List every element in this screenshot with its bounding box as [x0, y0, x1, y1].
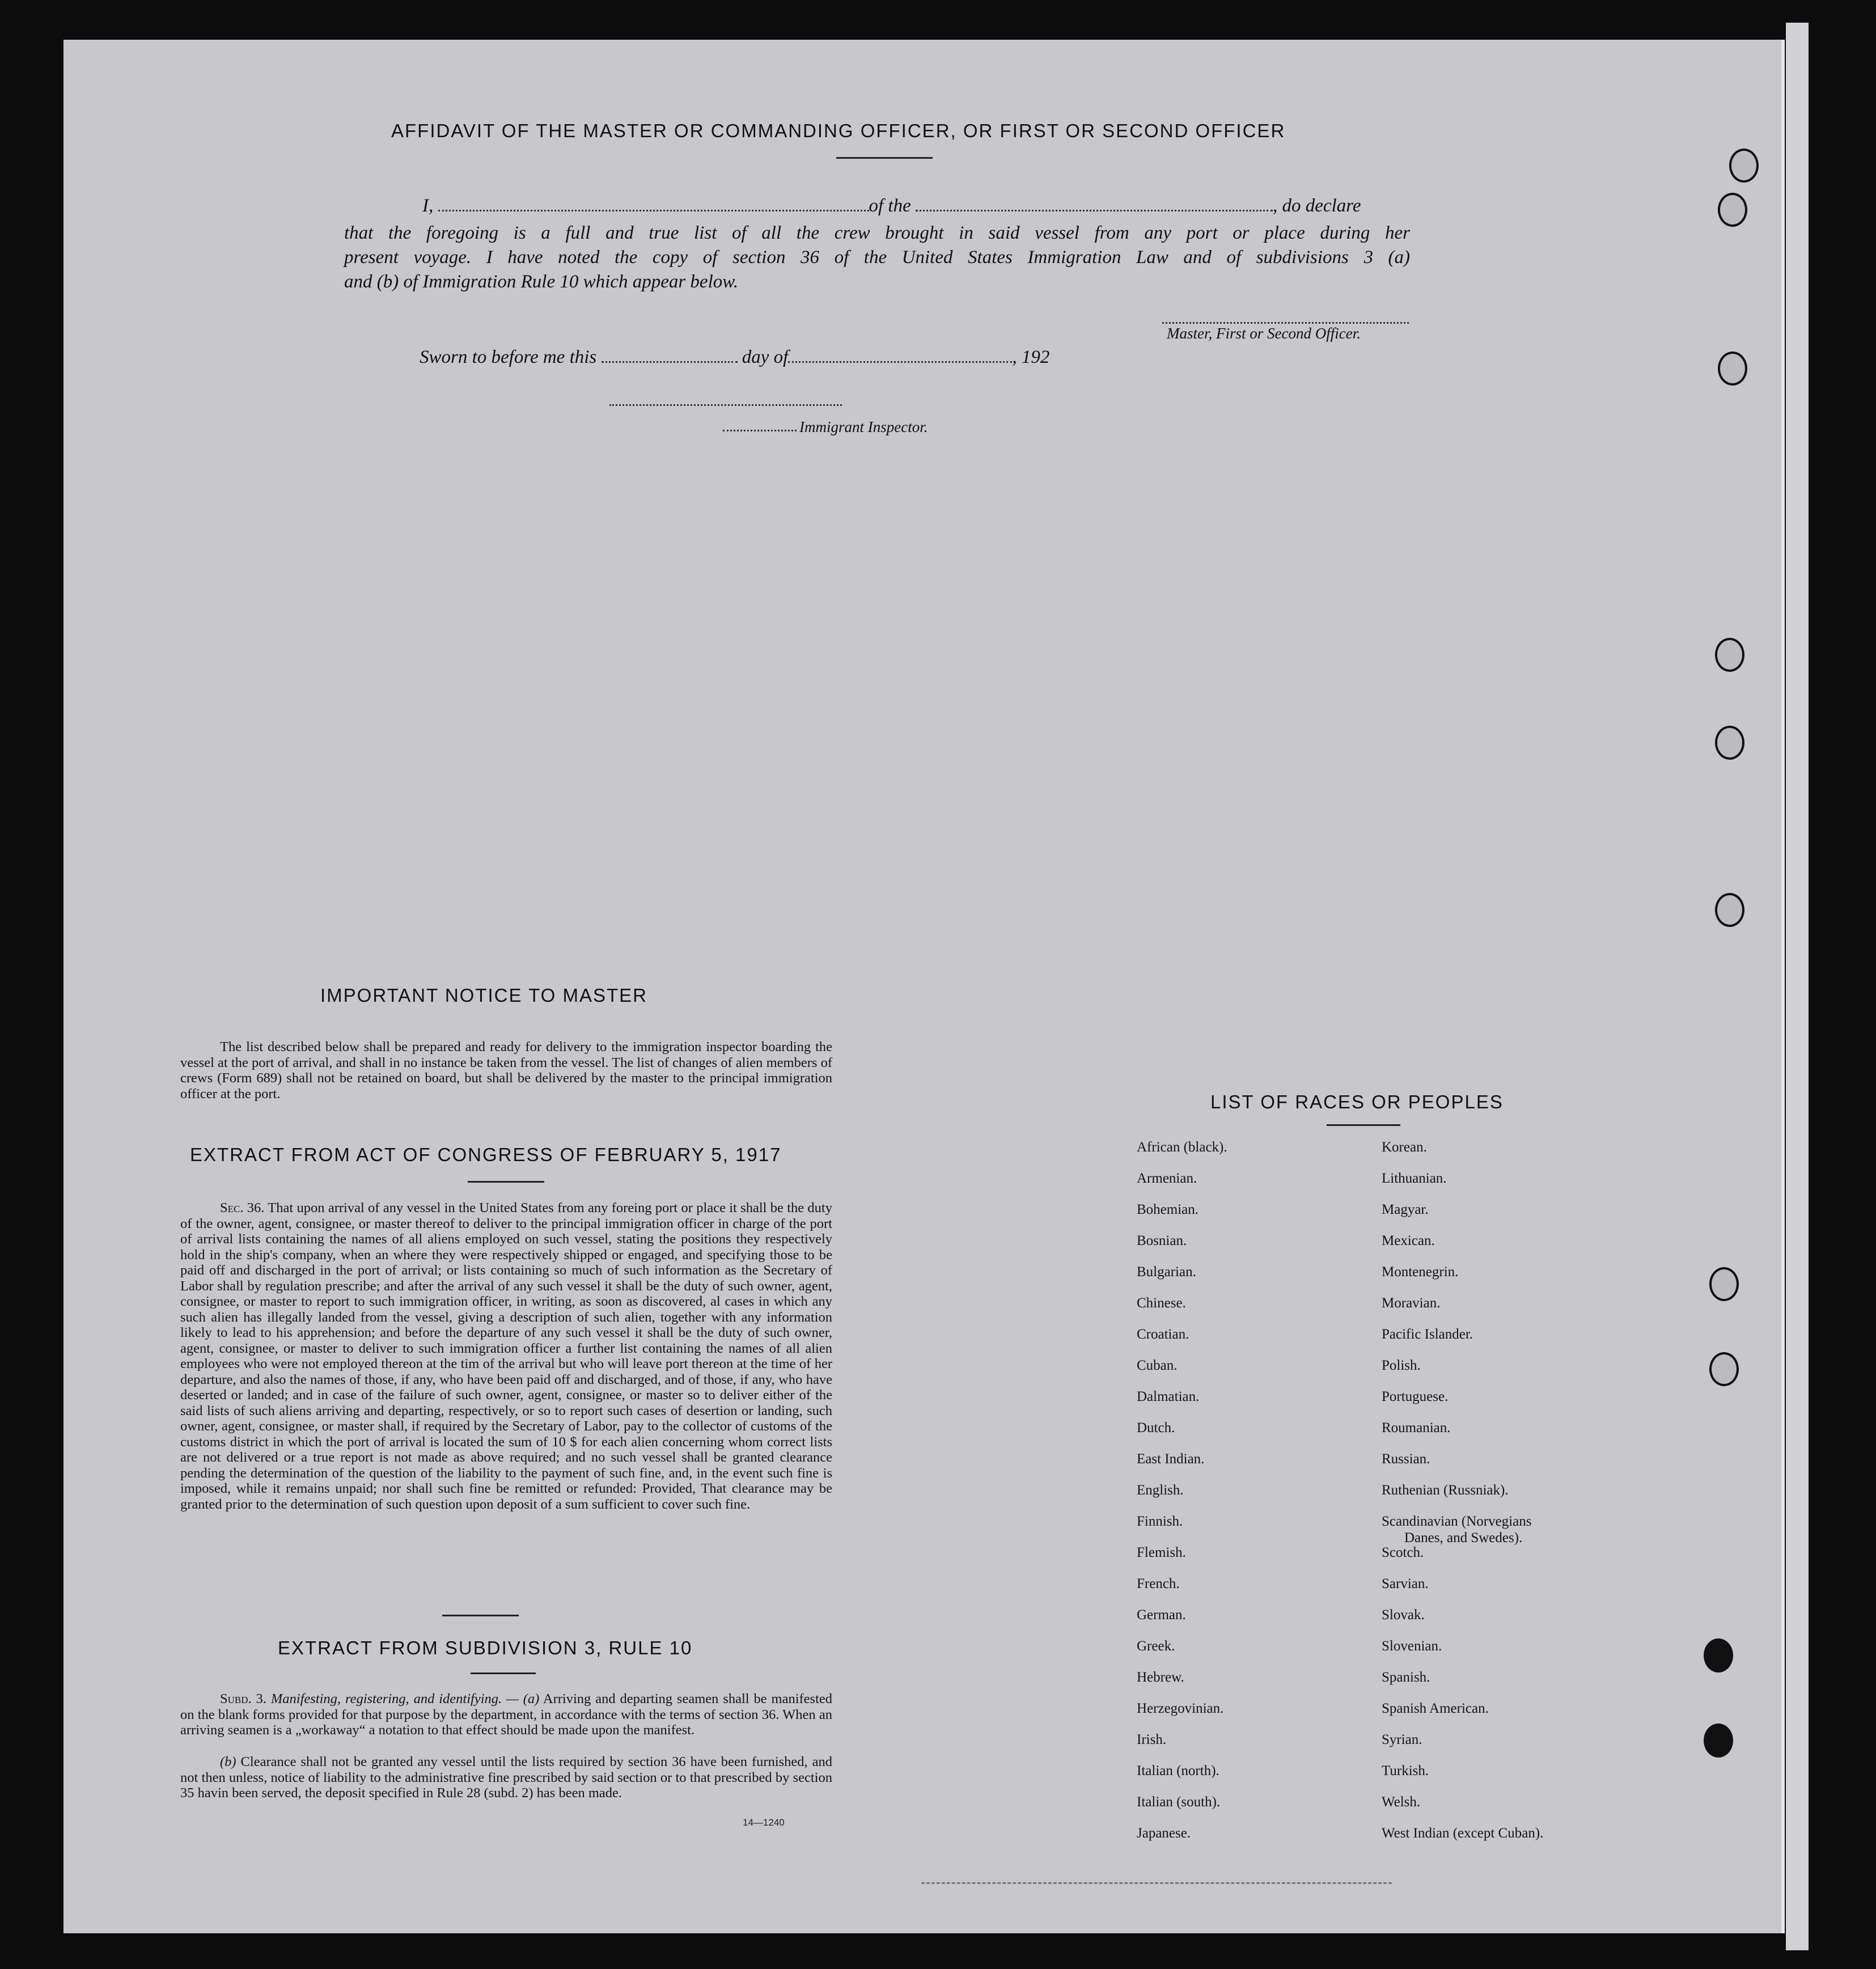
- title-rule: [836, 157, 933, 159]
- race-item: Roumanian.: [1382, 1420, 1451, 1436]
- race-item: English.: [1137, 1483, 1184, 1498]
- notice-title: IMPORTANT NOTICE TO MASTER: [320, 985, 648, 1006]
- race-item: Magyar.: [1382, 1202, 1429, 1217]
- race-item: Lithuanian.: [1382, 1171, 1447, 1186]
- race-item: French.: [1137, 1576, 1180, 1591]
- race-item: Armenian.: [1137, 1171, 1197, 1186]
- line1-end: , do declare: [1272, 196, 1361, 216]
- race-item: Bosnian.: [1137, 1233, 1187, 1248]
- race-item: Turkish.: [1382, 1763, 1429, 1779]
- act-end-rule: [442, 1615, 519, 1616]
- race-item: Italian (south).: [1137, 1794, 1221, 1810]
- affidavit-line3: present voyage. I have noted the copy of section 36 of the United States Immigration Law and of subdivisions 3 (a): [344, 247, 1410, 268]
- race-item: Korean.: [1382, 1140, 1427, 1155]
- act-text: [180, 1200, 832, 1512]
- race-item: Danes, and Swedes).: [1404, 1530, 1523, 1545]
- binder-hole: [1715, 893, 1744, 927]
- race-item: Italian (north).: [1137, 1763, 1219, 1779]
- race-item: Portuguese.: [1382, 1389, 1449, 1404]
- sworn-label: Sworn to before me this: [420, 347, 597, 367]
- race-item: Bohemian.: [1137, 1202, 1199, 1217]
- act-title: EXTRACT FROM ACT OF CONGRESS OF FEBRUARY 5, 1917: [190, 1144, 782, 1165]
- race-item: Bulgarian.: [1137, 1264, 1196, 1280]
- race-item: Herzegovinian.: [1137, 1701, 1224, 1716]
- bottom-dashes: [921, 1882, 1392, 1884]
- races-rule: [1327, 1124, 1400, 1126]
- master-signature-line[interactable]: [1162, 317, 1409, 324]
- rule-title: EXTRACT FROM SUBDIVISION 3, RULE 10: [278, 1637, 693, 1658]
- line1-i: I,: [422, 196, 434, 216]
- notice-text: The list described below shall be prepared and ready for delivery to the immigration inspector boarding the vessel at the port of arrival, and shall in no instance be taken from the vessel. The list of changes of alien members of crews (Form 689) shall not be retained on board, but shall be delivered by the master to the principal immigration officer at the port.: [180, 1039, 832, 1102]
- race-item: Montenegrin.: [1382, 1264, 1459, 1280]
- subd-label: Subd. 3.: [220, 1691, 266, 1707]
- binder-hole: [1715, 726, 1744, 760]
- binder-hole: [1704, 1638, 1733, 1672]
- race-item: Spanish.: [1382, 1670, 1430, 1685]
- name-blank[interactable]: [438, 205, 869, 211]
- race-item: Pacific Islander.: [1382, 1327, 1473, 1342]
- race-item: Chinese.: [1137, 1295, 1186, 1311]
- races-left-column: [1137, 1140, 1375, 1857]
- line1-of-the: of the: [869, 196, 911, 216]
- day-blank[interactable]: [602, 357, 738, 363]
- sworn-line: [420, 347, 1049, 368]
- binder-hole: [1709, 1267, 1739, 1301]
- subd-label-b: (b): [220, 1754, 236, 1769]
- rule-text-b: [180, 1754, 832, 1801]
- race-item: Greek.: [1137, 1638, 1175, 1654]
- affidavit-body: [344, 221, 1410, 294]
- race-item: Sarvian.: [1382, 1576, 1429, 1591]
- affidavit-line2: that the foregoing is a full and true list of all the crew brought in said vessel from any port or place during her: [344, 223, 1410, 243]
- rule-text-a: [180, 1691, 832, 1738]
- race-item: Hebrew.: [1137, 1670, 1184, 1685]
- race-item: West Indian (except Cuban).: [1382, 1826, 1544, 1841]
- races-title: LIST OF RACES OR PEOPLES: [1210, 1091, 1504, 1112]
- binder-hole: [1709, 1352, 1739, 1386]
- race-item: Spanish American.: [1382, 1701, 1489, 1716]
- race-item: Ruthenian (Russniak).: [1382, 1483, 1509, 1498]
- race-item: African (black).: [1137, 1140, 1227, 1155]
- binder-hole: [1718, 352, 1747, 386]
- race-item: Flemish.: [1137, 1545, 1186, 1560]
- affidavit-title: AFFIDAVIT OF THE MASTER OR COMMANDING OFFICER, OR FIRST OR SECOND OFFICER: [391, 120, 1286, 141]
- race-item: Scotch.: [1382, 1545, 1424, 1560]
- affidavit-line1: [422, 196, 1361, 217]
- race-item: Irish.: [1137, 1732, 1167, 1747]
- race-item: Slovenian.: [1382, 1638, 1442, 1654]
- race-item: Cuban.: [1137, 1358, 1178, 1373]
- inspector-label: Immigrant Inspector.: [799, 418, 928, 435]
- race-item: Dutch.: [1137, 1420, 1175, 1436]
- binder-hole: [1715, 638, 1744, 672]
- race-item: Polish.: [1382, 1358, 1421, 1373]
- rule-rule: [471, 1672, 536, 1674]
- race-item: Welsh.: [1382, 1794, 1421, 1810]
- race-item: Scandinavian (Norvegians: [1382, 1514, 1532, 1529]
- form-number: 14—1240: [743, 1817, 785, 1828]
- master-signature-label: Master, First or Second Officer.: [1167, 325, 1361, 342]
- race-item: Finnish.: [1137, 1514, 1183, 1529]
- race-item: East Indian.: [1137, 1451, 1205, 1467]
- binder-hole: [1704, 1724, 1733, 1758]
- race-item: Moravian.: [1382, 1295, 1441, 1311]
- act-body: That upon arrival of any vessel in the United States from any foreing port or place it shall be the duty of the owner, agent, consignee, or master thereof to deliver to the principal immigration officer in charge of the port of arrival lists containing the names of all aliens employed on such vessel, stating the positions they respectively hold in the ship's company, when an where they were respectively shipped or engaged, and specifying those to be paid off and discharged in the port of arrival; or lists containing so much of such information as the Secretary of Labor shall by regulation prescribe; and after the arrival of any such vessel it shall be the duty of such owner, agent, consignee, or master to report to such immigration officer, in writing, as soon as discovered, al cases in which any such alien has illegally landed from the vessel, giving a description of such alien, together with any information likely to lead to his apprehension; and before the departure of any such vessel it shall be the duty of such owner, agent, consignee, or master to deliver to such immigration officer a further list containing the names of all alien employees who were not employed thereon at the tim of the arrival but who will leave port thereon at the time of her departure, and also the names of those, if any, who have been paid off and discharged, and of those, if any, who have deserted or landed; and in case of the failure of such owner, agent, consignee, or master so to deliver either of the said lists of such aliens arriving and departing, respectively, or so to report such cases of desertion or landing, such owner, agent, consignee, or master shall, if required by the Secretary of Labor, pay to the collector of customs of the customs district in which the port of arrival is located the sum of 10 $ for each alien concerning whom correct lists are not delivered or a true report is not made as above required; and no such vessel shall be granted clearance pending the determination of the question of the liability to the payment of such fine, and, in the event such fine is imposed, while it remains unpaid; nor shall such fine be remitted or refunded: Provided, That clearance may be granted prior to the determination of such question upon deposit of a sum sufficient to cover such fine.: [180, 1200, 832, 1512]
- race-item: Japanese.: [1137, 1826, 1191, 1841]
- page-edge: [1786, 23, 1809, 1950]
- binder-hole: [1729, 149, 1759, 183]
- race-item: Mexican.: [1382, 1233, 1435, 1248]
- race-item: Syrian.: [1382, 1732, 1422, 1747]
- affidavit-line4: and (b) of Immigration Rule 10 which appear below.: [344, 272, 739, 292]
- year-label: , 192: [1012, 347, 1050, 367]
- inspector-dots: [723, 425, 797, 431]
- subd-body-a: Arriving and departing seamen shall be manifested on the blank forms provided for that purpose by the department, in accordance with the terms of section 36. When an arriving seamen is a „workaway“ a notation to that effect should be made upon the manifest.: [180, 1691, 832, 1738]
- subd-body-b: Clearance shall not be granted any vessel until the lists required by section 36 have been furnished, and not then unless, notice of liability to the administrative fine prescribed by said section or to that prescribed by section 35 havin been served, the deposit specified in Rule 28 (subd. 2) has been made.: [180, 1754, 832, 1801]
- inspector-signature-line[interactable]: [609, 400, 842, 406]
- race-item: Croatian.: [1137, 1327, 1189, 1342]
- races-right-column: [1382, 1140, 1625, 1857]
- race-item: Slovak.: [1382, 1607, 1425, 1623]
- race-item: Dalmatian.: [1137, 1389, 1200, 1404]
- subd-heading: Manifesting, registering, and identifying. — (a): [270, 1691, 540, 1707]
- act-sec-label: Sec. 36.: [220, 1200, 265, 1216]
- vessel-blank[interactable]: [916, 205, 1273, 211]
- race-item: Russian.: [1382, 1451, 1430, 1467]
- binder-hole: [1718, 193, 1747, 227]
- race-item: German.: [1137, 1607, 1186, 1623]
- day-of-label: day of: [742, 347, 789, 367]
- act-rule: [468, 1181, 544, 1183]
- month-blank[interactable]: [788, 357, 1012, 363]
